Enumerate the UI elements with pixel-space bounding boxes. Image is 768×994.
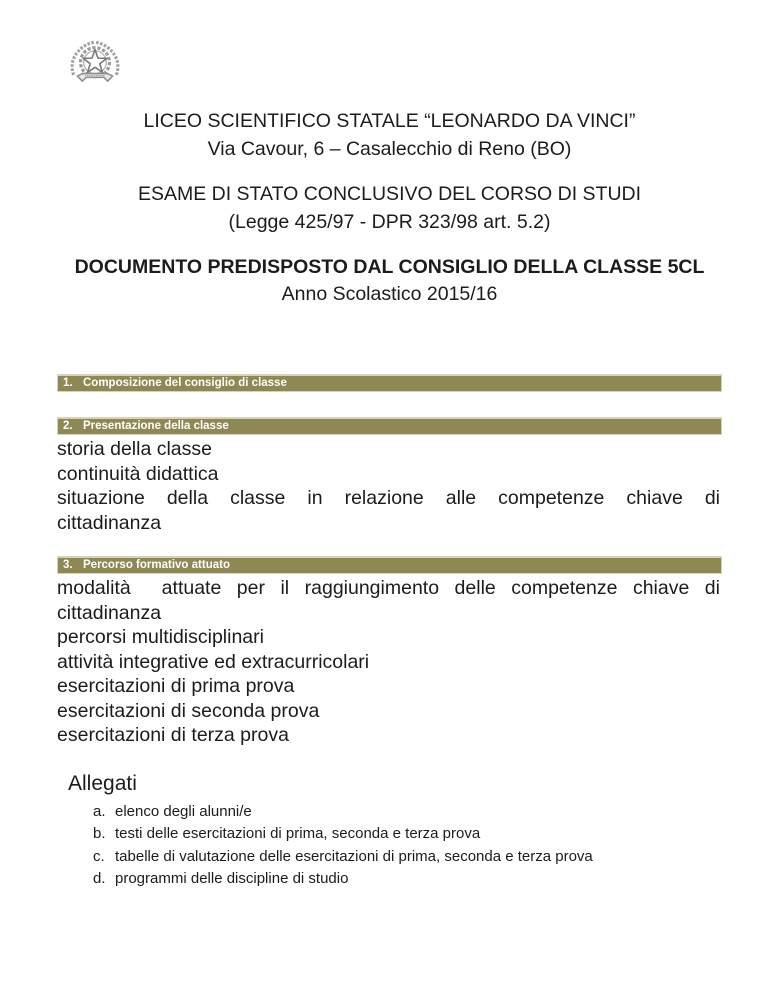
attachments-title: Allegati [68,772,137,795]
exam-title: ESAME DI STATO CONCLUSIVO DEL CORSO DI STUDI [137,183,642,205]
section-body-percorso [57,576,720,748]
body-line: cittadinanza [57,511,162,534]
body-line: modalità attuate per il raggiungimento delle competenze chiave di [57,577,720,599]
section-title: Presentazione della classe [83,420,229,432]
body-line: continuità didattica [57,462,219,485]
section-number: 2. [63,420,73,432]
body-line: esercitazioni di seconda prova [57,699,320,722]
school-name: LICEO SCIENTIFICO STATALE “LEONARDO DA VINCI” [143,110,636,132]
body-line: situazione della classe in relazione alle competenze chiave di [57,487,720,509]
list-item [93,801,713,823]
body-line: cittadinanza [57,601,162,624]
section-title: Percorso formativo attuato [83,559,230,571]
document-header [57,108,722,236]
section-header-presentazione [57,417,722,435]
body-line: percorsi multidisciplinari [57,626,264,648]
item-letter: a. [93,803,106,820]
item-letter: b. [93,825,106,843]
section-number: 3. [63,559,73,571]
body-line: esercitazioni di prima prova [57,675,295,697]
document-title-block [57,254,722,308]
attachments-list [93,801,713,891]
body-line: esercitazioni di terza prova [57,724,289,746]
item-text: programmi delle discipline di studio [115,870,349,888]
school-address: Via Cavour, 6 – Casalecchio di Reno (BO) [207,137,572,160]
item-text: testi delle esercitazioni di prima, seconda e terza prova [115,825,481,843]
document-title: DOCUMENTO PREDISPOSTO DAL CONSIGLIO DELLA CLASSE 5CL [74,256,705,278]
section-number: 1. [63,377,73,389]
section-header-composizione [57,374,722,392]
list-item [93,846,713,868]
list-item [93,823,713,845]
item-text: tabelle di valutazione delle esercitazioni di prima, seconda e terza prova [115,847,593,865]
item-letter: c. [93,847,105,865]
school-year: Anno Scolastico 2015/16 [281,283,498,305]
item-text: elenco degli alunni/e [115,803,252,820]
italy-republic-emblem-icon [63,37,127,95]
body-line: attività integrative ed extracurricolari [57,650,370,673]
spacer [57,163,722,181]
section-body-presentazione [57,437,720,535]
body-line: storia della classe [57,438,212,460]
section-header-percorso [57,556,722,574]
list-item [93,868,713,890]
item-letter: d. [93,870,106,888]
law-reference: (Legge 425/97 - DPR 323/98 art. 5.2) [228,210,551,233]
section-title: Composizione del consiglio di classe [83,377,287,389]
